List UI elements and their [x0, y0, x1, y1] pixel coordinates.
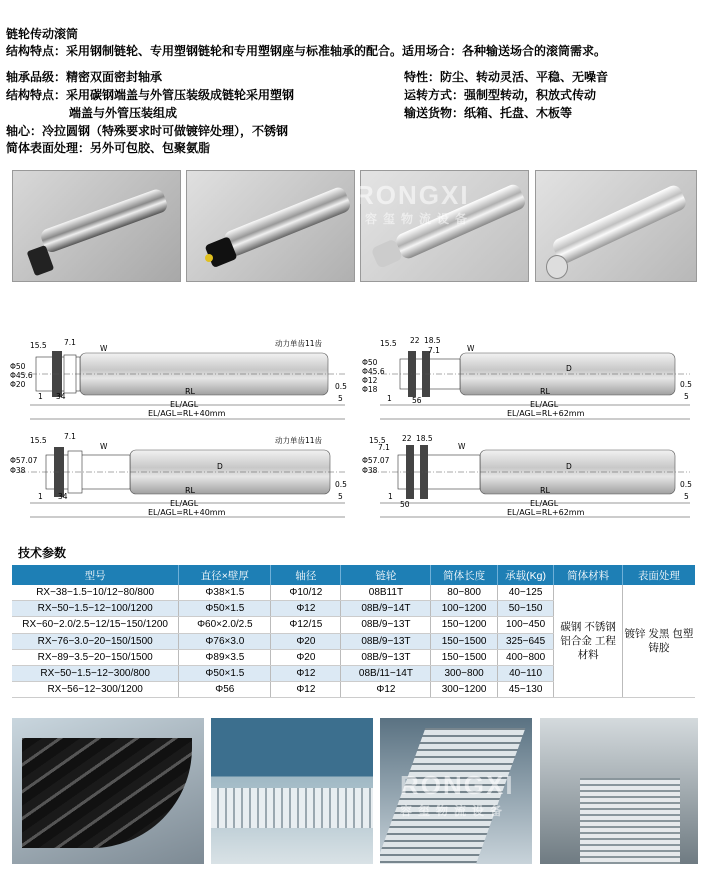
col-header-material: 简体材料	[554, 565, 622, 585]
tr-dim-0-5: 0.5	[680, 380, 692, 389]
product-photo-1	[12, 170, 181, 282]
br-el: EL/AGL	[530, 499, 559, 508]
br-dim-d: D	[566, 462, 572, 471]
tr-dim-phi45: Φ45.6	[362, 367, 385, 376]
cell-axle: Φ10/12	[271, 585, 341, 601]
tl-power-label: 动力单齿11齿	[275, 339, 323, 348]
tr-dim-7-1: 7.1	[428, 346, 440, 355]
br-dim-phi38: Φ38	[362, 466, 378, 475]
bl-dim-w: W	[100, 442, 108, 451]
col-header-sprocket: 链轮	[341, 565, 431, 585]
cell-load: 40−110	[497, 665, 554, 681]
bl-dim-d: D	[217, 462, 223, 471]
cell-sprocket: Φ12	[341, 682, 431, 698]
bl-dim-34: 34	[58, 492, 68, 501]
cell-model: RX−38−1.5−10/12−80/800	[12, 585, 179, 601]
tl-dim-7-1: 7.1	[64, 338, 76, 347]
bl-dim-5: 5	[338, 492, 343, 501]
tr-el: EL/AGL	[530, 400, 559, 409]
application-photo-1	[12, 718, 204, 864]
cell-diameter: Φ50×1.5	[179, 665, 271, 681]
bl-dim-7-1: 7.1	[64, 432, 76, 441]
col-header-diameter: 直径×壁厚	[179, 565, 271, 585]
br-dim-1: 1	[388, 492, 393, 501]
watermark-brand: RONGXI	[355, 180, 470, 210]
spec-surface: 简体表面处理：另外可包胶、包聚氨脂	[6, 141, 211, 155]
cell-length: 100−1200	[431, 601, 497, 617]
cell-axle: Φ12	[271, 682, 341, 698]
application-photo-4	[540, 718, 698, 864]
br-dim-phi57: Φ57.07	[362, 456, 390, 465]
cell-diameter: Φ60×2.0/2.5	[179, 617, 271, 633]
bl-dim-15-5: 15.5	[30, 436, 47, 445]
cell-sprocket: 08B/9−13T	[341, 633, 431, 649]
cell-load: 40−125	[497, 585, 554, 601]
table-row	[12, 585, 695, 601]
cell-axle: Φ12/15	[271, 617, 341, 633]
cell-load: 325−645	[497, 633, 554, 649]
br-dim-15-5: 15.5	[369, 436, 386, 445]
bl-dim-phi38: Φ38	[10, 466, 26, 475]
tr-dim-phi50: Φ50	[362, 358, 378, 367]
cell-sprocket: 08B11T	[341, 585, 431, 601]
tr-rl: RL	[540, 387, 551, 396]
bl-el: EL/AGL	[170, 499, 199, 508]
tl-rl: RL	[185, 387, 196, 396]
cell-load: 400−800	[497, 649, 554, 665]
watermark-sub-bottom: 容玺物流设备	[400, 804, 509, 818]
cell-sprocket: 08B/9−14T	[341, 601, 431, 617]
spec-feature: 特性：防尘、转动灵活、平稳、无噪音	[404, 70, 609, 84]
tr-dim-phi18: Φ18	[362, 385, 378, 394]
cell-length: 80−800	[431, 585, 497, 601]
tr-dim-1: 1	[387, 394, 392, 403]
cell-model: RX−50−1.5−12−100/1200	[12, 601, 179, 617]
cell-diameter: Φ76×3.0	[179, 633, 271, 649]
cell-length: 300−1200	[431, 682, 497, 698]
bl-dim-0-5: 0.5	[335, 480, 347, 489]
br-dim-w: W	[458, 442, 466, 451]
cell-model: RX−76−3.0−20−150/1500	[12, 633, 179, 649]
cell-load: 100−450	[497, 617, 554, 633]
cell-sprocket: 08B/9−13T	[341, 649, 431, 665]
bl-dim-1: 1	[38, 492, 43, 501]
cell-diameter: Φ56	[179, 682, 271, 698]
col-header-model: 型号	[12, 565, 179, 585]
cell-axle: Φ20	[271, 649, 341, 665]
tr-dim-15-5: 15.5	[380, 339, 397, 348]
tr-dim-w: W	[467, 344, 475, 353]
table-title: 技术参数	[18, 546, 67, 560]
spec-operation: 运转方式：强制型转动，积放式传动	[404, 88, 597, 102]
col-header-load: 承载(Kg)	[497, 565, 554, 585]
br-dim-50: 50	[400, 500, 410, 509]
watermark-brand-bottom: RONGXI	[400, 770, 515, 800]
cell-model: RX−60−2.0/2.5−12/15−150/1200	[12, 617, 179, 633]
br-el-formula: EL/AGL=RL+62mm	[507, 508, 585, 517]
product-photo-2	[186, 170, 355, 282]
cell-diameter: Φ50×1.5	[179, 601, 271, 617]
cell-length: 150−1500	[431, 649, 497, 665]
tr-dim-22: 22	[410, 336, 420, 345]
br-rl: RL	[540, 486, 551, 495]
application-photo-2	[211, 718, 373, 864]
page-title: 链轮传动滚筒	[6, 27, 79, 41]
tr-dim-18-5: 18.5	[424, 336, 441, 345]
cell-axle: Φ20	[271, 633, 341, 649]
tl-dim-5: 5	[338, 394, 343, 403]
cell-load: 45−130	[497, 682, 554, 698]
spec-bearing-grade: 轴承品级：精密双面密封轴承	[6, 70, 163, 84]
tl-dim-34: 34	[56, 392, 66, 401]
cell-axle: Φ12	[271, 601, 341, 617]
cell-model: RX−56−12−300/1200	[12, 682, 179, 698]
col-header-length: 简体长度	[431, 565, 497, 585]
tl-dim-phi20: Φ20	[10, 380, 26, 389]
col-header-axle: 轴径	[271, 565, 341, 585]
tl-dim-phi50: Φ50	[10, 362, 26, 371]
cell-diameter: Φ38×1.5	[179, 585, 271, 601]
cell-surface: 镀锌 发黑 包塑 铸胶	[622, 585, 695, 698]
product-photo-4	[535, 170, 697, 282]
cell-material: 碳钢 不锈钢 铝合金 工程 材料	[554, 585, 622, 698]
tl-dim-w: W	[100, 344, 108, 353]
spec-structure-cont: 端盖与外管压装组成	[69, 106, 178, 120]
spec-axle: 轴心：冷拉圆钢（特殊要求时可做镀锌处理），不锈钢	[6, 124, 289, 138]
tr-dim-5: 5	[684, 392, 689, 401]
tl-dim-phi45: Φ45.6	[10, 371, 33, 380]
tl-dim-1: 1	[38, 392, 43, 401]
spec-table	[12, 565, 695, 698]
bl-rl: RL	[185, 486, 196, 495]
cell-axle: Φ12	[271, 665, 341, 681]
col-header-surface: 表面处理	[622, 565, 695, 585]
tr-el-formula: EL/AGL=RL+62mm	[507, 409, 585, 418]
br-dim-18-5: 18.5	[416, 434, 433, 443]
cell-length: 150−1200	[431, 617, 497, 633]
br-dim-7-1: 7.1	[378, 443, 390, 452]
tl-dim-0-5: 0.5	[335, 382, 347, 391]
tl-el: EL/AGL	[170, 400, 199, 409]
technical-drawings	[0, 325, 710, 535]
tl-el-formula: EL/AGL=RL+40mm	[148, 409, 226, 418]
br-dim-5: 5	[684, 492, 689, 501]
bl-dim-phi57: Φ57.07	[10, 456, 38, 465]
spec-structure: 结构特点：采用碳钢端盖与外管压装级成链轮采用塑钢	[6, 88, 295, 102]
structure-feature-main: 结构特点：采用钢制链轮、专用塑钢链轮和专用塑钢座与标准轴承的配合。适用场合：各种输送场合的滚筒需求。	[6, 44, 607, 58]
bl-power-label: 动力单齿11齿	[275, 436, 323, 445]
cell-load: 50−150	[497, 601, 554, 617]
br-dim-22: 22	[402, 434, 412, 443]
tr-dim-d: D	[566, 364, 572, 373]
cell-length: 300−800	[431, 665, 497, 681]
tr-dim-56: 56	[412, 396, 422, 405]
tr-dim-phi12: Φ12	[362, 376, 378, 385]
cell-sprocket: 08B/11−14T	[341, 665, 431, 681]
cell-model: RX−50−1.5−12−300/800	[12, 665, 179, 681]
watermark-sub: 容玺物流设备	[365, 212, 474, 226]
bl-el-formula: EL/AGL=RL+40mm	[148, 508, 226, 517]
spec-goods: 输送货物：纸箱、托盘、木板等	[404, 106, 573, 120]
cell-diameter: Φ89×3.5	[179, 649, 271, 665]
br-dim-0-5: 0.5	[680, 480, 692, 489]
cell-model: RX−89−3.5−20−150/1500	[12, 649, 179, 665]
cell-length: 150−1500	[431, 633, 497, 649]
tl-dim-15-5: 15.5	[30, 341, 47, 350]
cell-sprocket: 08B/9−13T	[341, 617, 431, 633]
